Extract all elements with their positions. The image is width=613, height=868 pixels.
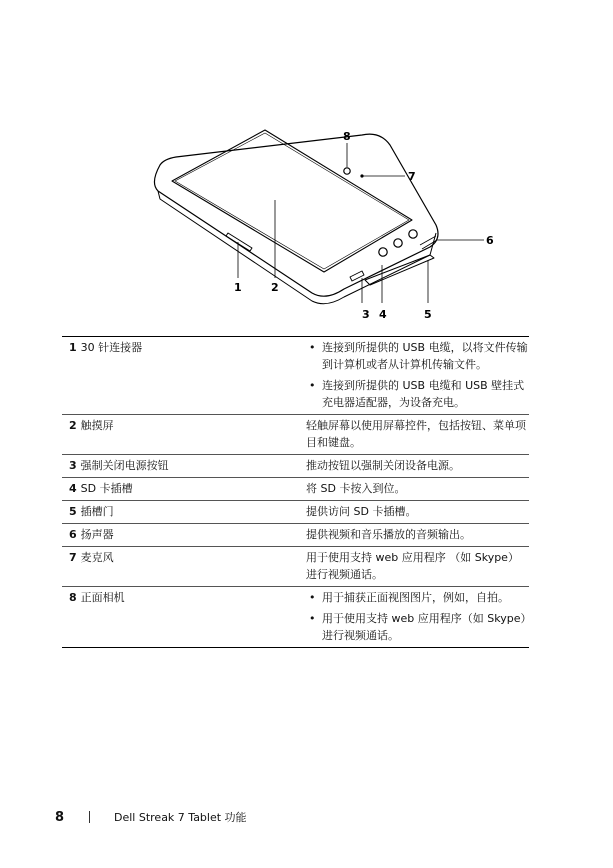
table-row	[62, 478, 529, 501]
callout-1: 1	[234, 281, 242, 294]
feature-name: SD 卡插槽	[80, 482, 133, 495]
feature-description-cell	[306, 501, 529, 524]
front-camera-icon	[344, 168, 350, 174]
feature-description-cell	[306, 415, 529, 455]
feature-name: 插槽门	[80, 505, 114, 518]
feature-number: 2	[69, 419, 77, 432]
table-row	[62, 337, 529, 415]
feature-label-cell	[62, 501, 306, 524]
connector-port	[226, 233, 252, 251]
table-row	[62, 587, 529, 648]
callout-7: 7	[408, 170, 416, 183]
feature-description-cell	[306, 455, 529, 478]
feature-description-cell	[306, 337, 529, 415]
table-row	[62, 501, 529, 524]
feature-description-cell	[306, 547, 529, 587]
table-row	[62, 524, 529, 547]
list-item: • 连接到所提供的 USB 电缆和 USB 壁挂式充电器适配器，为设备充电。	[306, 377, 529, 411]
list-item: • 连接到所提供的 USB 电缆，以将文件传输到计算机或者从计算机传输文件。	[306, 339, 529, 373]
footer-divider	[89, 811, 90, 823]
callout-5: 5	[424, 308, 432, 321]
feature-label-cell	[62, 478, 306, 501]
callout-2: 2	[271, 281, 279, 294]
feature-name: 强制关闭电源按钮	[80, 459, 169, 472]
feature-number: 3	[69, 459, 77, 472]
callout-4: 4	[379, 308, 387, 321]
footer-title: Dell Streak 7 Tablet 功能	[114, 811, 247, 824]
bezel-button-icon	[379, 248, 387, 256]
screen-outline	[172, 130, 412, 272]
feature-label-cell	[62, 455, 306, 478]
feature-label-cell	[62, 547, 306, 587]
tablet-illustration	[130, 125, 500, 325]
page-number: 8	[55, 809, 65, 825]
description-list	[306, 589, 529, 644]
table-row	[62, 455, 529, 478]
feature-description-cell	[306, 587, 529, 648]
feature-label-cell	[62, 415, 306, 455]
feature-description-cell	[306, 524, 529, 547]
feature-name: 正面相机	[80, 591, 125, 604]
description-list	[306, 339, 529, 411]
feature-description: 将 SD 卡按入到位。	[306, 482, 406, 495]
tablet-edge	[158, 191, 436, 304]
feature-table	[62, 336, 529, 648]
feature-number: 1	[69, 341, 77, 354]
bezel-button-icon	[394, 239, 402, 247]
callout-6: 6	[486, 234, 494, 247]
feature-label-cell	[62, 524, 306, 547]
feature-number: 8	[69, 591, 77, 604]
feature-description: 用于使用支持 web 应用程序 （如 Skype）进行视频通话。	[306, 551, 519, 581]
list-item: • 用于捕获正面视图图片，例如，自拍。	[306, 589, 529, 606]
feature-number: 7	[69, 551, 77, 564]
feature-label-cell	[62, 337, 306, 415]
feature-description: 推动按钮以强制关闭设备电源。	[306, 459, 460, 472]
table-row	[62, 547, 529, 587]
list-item: • 用于使用支持 web 应用程序（如 Skype）进行视频通话。	[306, 610, 529, 644]
feature-description-cell	[306, 478, 529, 501]
callout-8: 8	[343, 130, 351, 143]
feature-name: 30 针连接器	[80, 341, 143, 354]
page-footer	[55, 809, 247, 825]
table-row	[62, 415, 529, 455]
feature-number: 5	[69, 505, 77, 518]
feature-name: 麦克风	[80, 551, 114, 564]
feature-number: 6	[69, 528, 77, 541]
feature-name: 触摸屏	[80, 419, 114, 432]
feature-description: 提供视频和音乐播放的音频输出。	[306, 528, 471, 541]
feature-description: 提供访问 SD 卡插槽。	[306, 505, 417, 518]
bezel-button-icon	[409, 230, 417, 238]
feature-number: 4	[69, 482, 77, 495]
feature-description: 轻触屏幕以使用屏幕控件，包括按钮、菜单项目和键盘。	[306, 419, 526, 449]
feature-label-cell	[62, 587, 306, 648]
callout-3: 3	[362, 308, 370, 321]
feature-name: 扬声器	[80, 528, 114, 541]
